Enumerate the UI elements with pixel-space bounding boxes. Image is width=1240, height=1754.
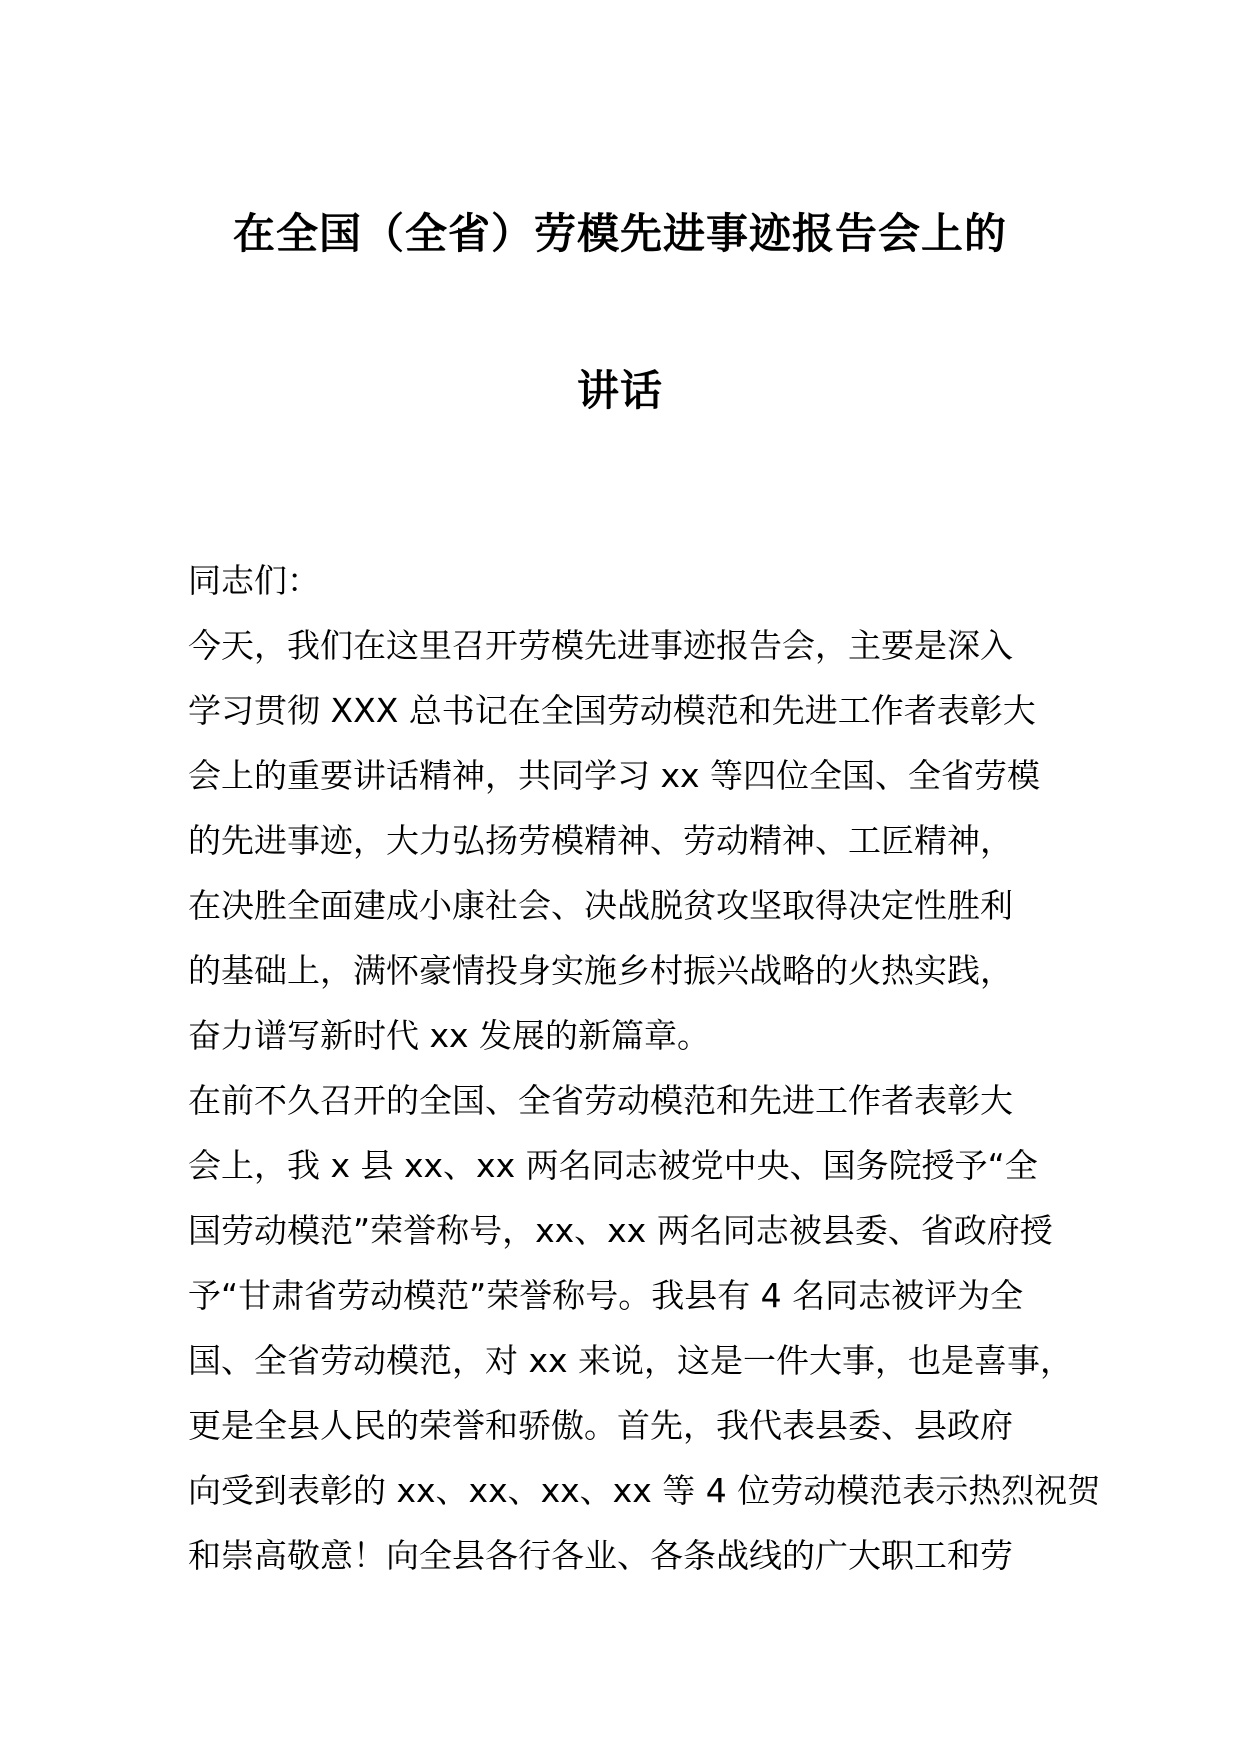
body-line: 在决胜全面建成小康社会、决战脱贫攻坚取得决定性胜利 — [188, 886, 1013, 925]
body-line: 向受到表彰的 xx、xx、xx、xx 等 4 位劳动模范表示热烈祝贺 — [188, 1471, 1101, 1510]
body-line: 国、全省劳动模范，对 xx 来说，这是一件大事，也是喜事， — [188, 1341, 1074, 1380]
document-title-line-2: 讲话 — [576, 366, 663, 415]
body-line: 的基础上，满怀豪情投身实施乡村振兴战略的火热实践， — [188, 951, 1013, 990]
body-line: 今天，我们在这里召开劳模先进事迹报告会，主要是深入 — [188, 626, 1013, 665]
body-line: 的先进事迹，大力弘扬劳模精神、劳动精神、工匠精神， — [188, 821, 1013, 860]
body-line: 和崇高敬意！向全县各行各业、各条战线的广大职工和劳 — [188, 1536, 1013, 1575]
document-title-line-1: 在全国（全省）劳模先进事迹报告会上的 — [232, 209, 1007, 258]
body-line: 奋力谱写新时代 xx 发展的新篇章。 — [188, 1016, 711, 1055]
body-line: 会上的重要讲话精神，共同学习 xx 等四位全国、全省劳模 — [188, 756, 1041, 795]
salutation: 同志们： — [188, 561, 320, 600]
body-line: 更是全县人民的荣誉和骄傲。首先，我代表县委、县政府 — [188, 1406, 1013, 1445]
body-line: 会上，我 x 县 xx、xx 两名同志被党中央、国务院授予“全 — [188, 1146, 1038, 1185]
body-line: 学习贯彻 XXX 总书记在全国劳动模范和先进工作者表彰大 — [188, 691, 1036, 730]
body-line: 予“甘肃省劳动模范”荣誉称号。我县有 4 名同志被评为全 — [188, 1276, 1024, 1315]
body-line: 在前不久召开的全国、全省劳动模范和先进工作者表彰大 — [188, 1081, 1013, 1120]
document-body — [188, 548, 1101, 1588]
body-line: 国劳动模范”荣誉称号，xx、xx 两名同志被县委、省政府授 — [188, 1211, 1053, 1250]
